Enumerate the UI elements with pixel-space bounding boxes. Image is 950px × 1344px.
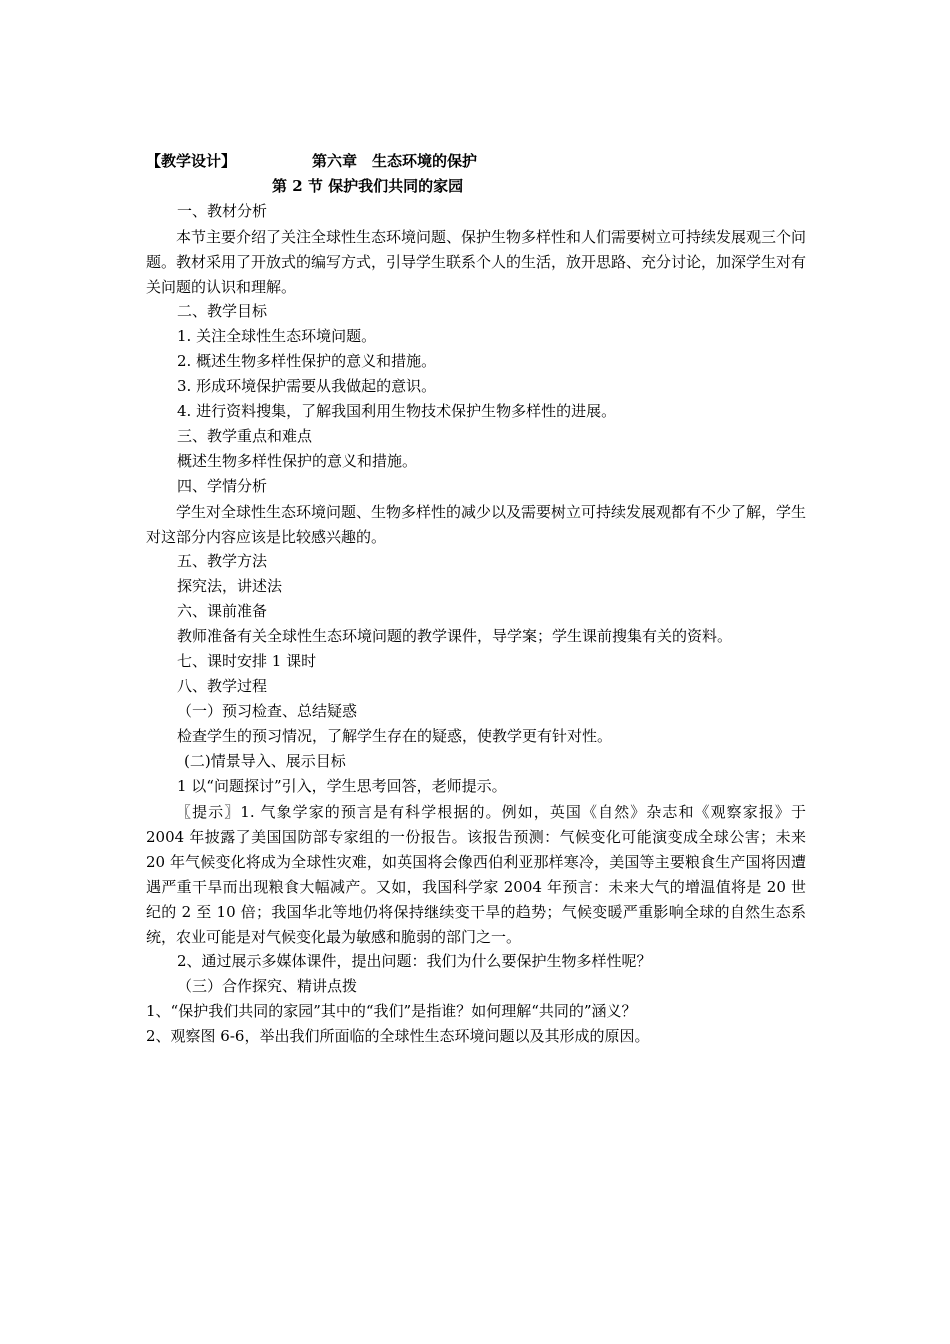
goal-item: 4. 进行资料搜集，了解我国利用生物技术保护生物多样性的进展。 <box>177 402 617 420</box>
student-analysis-paragraph: 学生对全球性生态环境问题、生物多样性的减少以及需要树立可持续发展观都有不少了解，学生对这部分内容应该是比较感兴趣的。 <box>146 503 807 546</box>
hint-paragraph: 〖提示〗1. 气象学家的预言是有科学根据的。例如，英国《自然》杂志和《观察家报》于 2004 年披露了美国国防部专家组的一份报告。该报告预测：气候变化可能演变成全球公害；未来 20 年气候变化将成为全球性灾难，如英国将会像西伯利亚那样寒冷，美国等主要粮食生产国将因遭遇严重干旱而出现粮食大幅减产。又如，我国科学家 2004 年预言：未来大气的增温值将是 20 世纪的 2 至 10 倍；我国华北等地仍将保持继续变干旱的趋势；气候变暖严重影响全球的自然生态系统，农业可能是对气候变化最为敏感和脆弱的部门之一。 <box>146 803 806 946</box>
key-points-text: 概述生物多样性保护的意义和措施。 <box>177 452 418 470</box>
heading-student-analysis: 四、学情分析 <box>177 477 268 495</box>
teaching-method-text: 探究法，讲述法 <box>177 577 283 595</box>
introduction-item: 1 以“问题探讨”引入，学生思考回答，老师提示。 <box>177 777 507 795</box>
heading-key-points: 三、教学重点和难点 <box>177 427 313 445</box>
subheading-preview: （一）预习检查、总结疑惑 <box>177 702 358 720</box>
heading-textbook-analysis: 一、教材分析 <box>177 202 268 220</box>
textbook-analysis-paragraph: 本节主要介绍了关注全球性生态环境问题、保护生物多样性和人们需要树立可持续发展观三个问题。教材采用了开放式的编写方式，引导学生联系个人的生活，放开思路、充分讨论，加深学生对有关问题的认识和理解。 <box>146 228 807 296</box>
chapter-title: 第六章 生态环境的保护 <box>312 152 478 170</box>
heading-preparation: 六、课前准备 <box>177 602 268 620</box>
heading-process: 八、教学过程 <box>177 677 268 695</box>
heading-teaching-goals: 二、教学目标 <box>177 302 268 320</box>
question-item: 2、观察图 6-6，举出我们所面临的全球性生态环境问题以及其形成的原因。 <box>146 1027 650 1045</box>
goal-item: 1. 关注全球性生态环境问题。 <box>177 327 377 345</box>
preparation-text: 教师准备有关全球性生态环境问题的教学课件，导学案；学生课前搜集有关的资料。 <box>177 627 733 645</box>
section-title: 第 2 节 保护我们共同的家园 <box>272 177 464 195</box>
goal-item: 3. 形成环境保护需要从我做起的意识。 <box>177 377 437 395</box>
subheading-cooperation: （三）合作探究、精讲点拨 <box>177 977 358 995</box>
goal-item: 2. 概述生物多样性保护的意义和措施。 <box>177 352 437 370</box>
preview-text: 检查学生的预习情况，了解学生存在的疑惑，使教学更有针对性。 <box>177 727 613 745</box>
question-item: 1、“保护我们共同的家园”其中的“我们”是指谁？如何理解“共同的”涵义？ <box>146 1002 637 1020</box>
heading-teaching-method: 五、教学方法 <box>177 552 268 570</box>
subheading-introduction: (二)情景导入、展示目标 <box>184 752 346 770</box>
heading-schedule: 七、课时安排 1 课时 <box>177 652 317 670</box>
design-tag: 【教学设计】 <box>146 152 237 170</box>
introduction-item: 2、通过展示多媒体课件，提出问题：我们为什么要保护生物多样性呢？ <box>177 952 652 970</box>
